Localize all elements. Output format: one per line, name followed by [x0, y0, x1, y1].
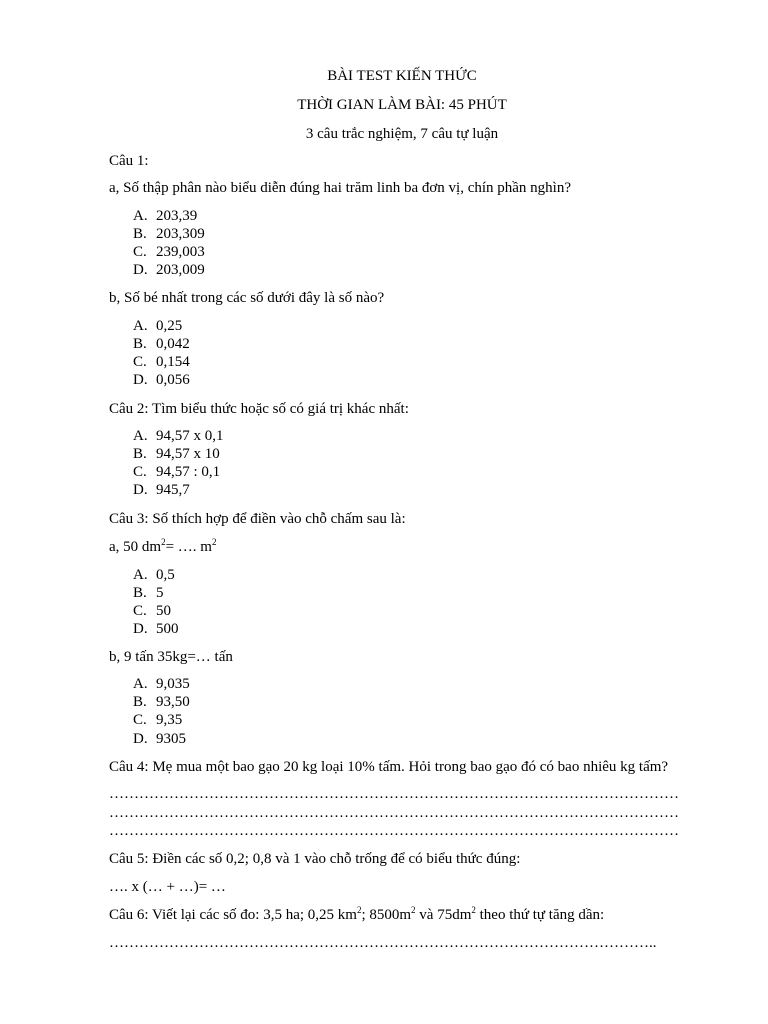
q2-option-a: A. 94,57 x 0,1	[133, 428, 224, 444]
q4-answer-line-1[interactable]: ……………………………………………………………………………………………………	[109, 786, 679, 802]
q1b-option-d: D. 0,056	[133, 372, 190, 388]
q6-question: Câu 6: Viết lại các số đo: 3,5 ha; 0,25 $km^2$; $8500m^2$ và $75dm^2$ theo thứ tự tăng dần:	[109, 905, 605, 923]
q2-question: Câu 2: Tìm biểu thức hoặc số có giá trị khác nhất:	[109, 401, 409, 417]
q3a-option-b: B. 5	[133, 585, 164, 601]
q1a-option-a: A. 203,39	[133, 208, 198, 224]
q2-option-b: B. 94,57 x 10	[133, 446, 220, 462]
page-title: BÀI TEST KIẾN THỨC	[327, 68, 477, 84]
q3b-option-a: A. 9,035	[133, 676, 190, 692]
q2-option-c: C. 94,57 : 0,1	[133, 464, 221, 480]
q6-answer-line[interactable]: ………………………………………………………………………………………………..	[109, 935, 657, 951]
q2-option-d: D. 945,7	[133, 482, 190, 498]
time-limit: THỜI GIAN LÀM BÀI: 45 PHÚT	[297, 97, 507, 113]
q3a-option-d: D. 500	[133, 621, 179, 637]
q3b-question: b, 9 tấn 35kg=… tấn	[109, 649, 233, 665]
q1b-question: b, Số bé nhất trong các số dưới đây là số nào?	[109, 290, 385, 306]
q1a-option-d: D. 203,009	[133, 262, 205, 278]
q1a-option-b: B. 203,309	[133, 226, 205, 242]
q1b-option-c: C. 0,154	[133, 354, 190, 370]
q4-answer-line-3[interactable]: ……………………………………………………………………………………………………	[109, 823, 679, 839]
q4-question: Câu 4: Mẹ mua một bao gạo 20 kg loại 10% tấm. Hỏi trong bao gạo đó có bao nhiêu kg tấm?	[109, 759, 669, 775]
q3-question: Câu 3: Số thích hợp để điền vào chỗ chấm sau là:	[109, 511, 406, 527]
q3b-option-c: C. 9,35	[133, 712, 183, 728]
q3b-option-d: D. 9305	[133, 731, 186, 747]
q1b-option-a: A. 0,25	[133, 318, 183, 334]
q3b-option-b: B. 93,50	[133, 694, 190, 710]
q3a-question: a, 50 $dm^2=$ …. $m^2$	[109, 537, 217, 555]
q3a-option-a: A. 0,5	[133, 567, 175, 583]
q1-label: Câu 1:	[109, 153, 149, 169]
q3a-option-c: C. 50	[133, 603, 171, 619]
q5-expression[interactable]: …. x (… + …)= …	[109, 879, 226, 895]
q1a-question: a, Số thập phân nào biểu diễn đúng hai trăm linh ba đơn vị, chín phần nghìn?	[109, 180, 572, 196]
q1a-option-c: C. 239,003	[133, 244, 205, 260]
q1b-option-b: B. 0,042	[133, 336, 190, 352]
q5-question: Câu 5: Điền các số 0,2; 0,8 và 1 vào chỗ trống để có biểu thức đúng:	[109, 851, 521, 867]
test-structure: 3 câu trắc nghiệm, 7 câu tự luận	[305, 126, 499, 142]
q4-answer-line-2[interactable]: ……………………………………………………………………………………………………	[109, 805, 679, 821]
